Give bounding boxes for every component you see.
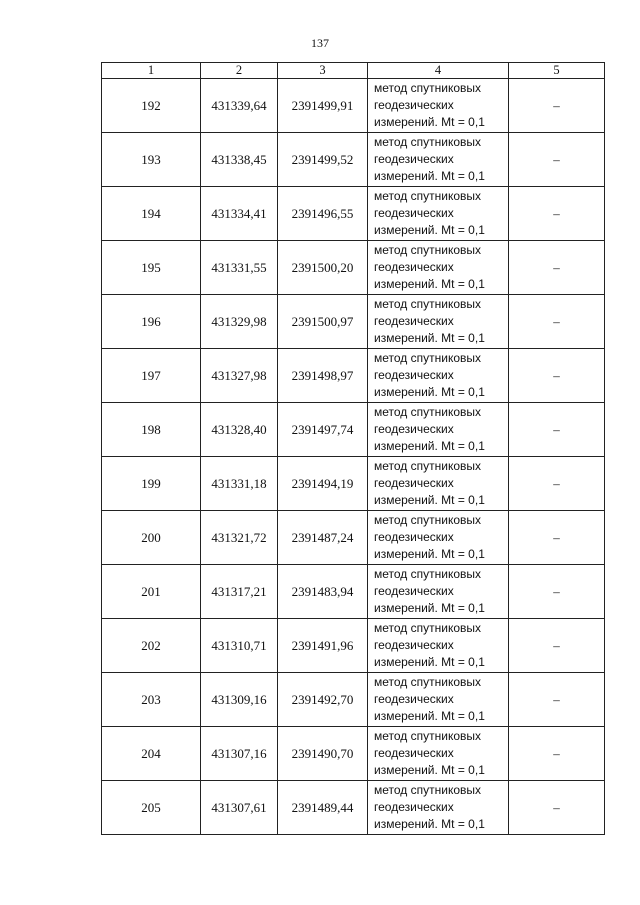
point-number-cell: 193 [102, 133, 201, 187]
note-cell: – [509, 727, 605, 781]
method-cell [368, 511, 509, 565]
method-cell [368, 727, 509, 781]
y-coordinate-cell: 2391500,20 [278, 241, 368, 295]
note-cell: – [509, 673, 605, 727]
x-coordinate-cell: 431321,72 [201, 511, 278, 565]
x-coordinate-cell: 431307,61 [201, 781, 278, 835]
note-cell: – [509, 457, 605, 511]
method-line: метод спутниковых [374, 729, 482, 743]
table-row [102, 727, 605, 781]
method-line: метод спутниковых [374, 513, 482, 527]
note-cell: – [509, 781, 605, 835]
method-cell [368, 79, 509, 133]
table-row [102, 187, 605, 241]
point-number-cell: 200 [102, 511, 201, 565]
note-cell: – [509, 349, 605, 403]
method-line: метод спутниковых [374, 567, 482, 581]
note-cell: – [509, 241, 605, 295]
method-line: измерений. Mt = 0,1 [374, 169, 485, 183]
point-number-cell: 196 [102, 295, 201, 349]
table-row [102, 79, 605, 133]
y-coordinate-cell: 2391491,96 [278, 619, 368, 673]
method-line: геодезических [374, 638, 454, 652]
method-line: метод спутниковых [374, 405, 482, 419]
point-number-cell: 202 [102, 619, 201, 673]
column-header-3: 3 [278, 63, 368, 79]
method-line: геодезических [374, 260, 454, 274]
method-line: геодезических [374, 476, 454, 490]
column-header-5: 5 [509, 63, 605, 79]
table-row [102, 565, 605, 619]
method-line: геодезических [374, 98, 454, 112]
table-row [102, 457, 605, 511]
method-line: измерений. Mt = 0,1 [374, 385, 485, 399]
table-row [102, 619, 605, 673]
method-line: измерений. Mt = 0,1 [374, 817, 485, 831]
point-number-cell: 192 [102, 79, 201, 133]
table-row [102, 673, 605, 727]
note-cell: – [509, 187, 605, 241]
note-cell: – [509, 79, 605, 133]
method-line: геодезических [374, 584, 454, 598]
method-line: геодезических [374, 368, 454, 382]
x-coordinate-cell: 431328,40 [201, 403, 278, 457]
y-coordinate-cell: 2391489,44 [278, 781, 368, 835]
method-line: геодезических [374, 314, 454, 328]
x-coordinate-cell: 431334,41 [201, 187, 278, 241]
method-line: метод спутниковых [374, 675, 482, 689]
method-line: геодезических [374, 422, 454, 436]
note-cell: – [509, 511, 605, 565]
table-row [102, 511, 605, 565]
method-line: измерений. Mt = 0,1 [374, 709, 485, 723]
table-row [102, 781, 605, 835]
method-line: метод спутниковых [374, 351, 482, 365]
method-cell [368, 457, 509, 511]
x-coordinate-cell: 431329,98 [201, 295, 278, 349]
method-line: метод спутниковых [374, 621, 482, 635]
y-coordinate-cell: 2391487,24 [278, 511, 368, 565]
method-line: измерений. Mt = 0,1 [374, 493, 485, 507]
x-coordinate-cell: 431339,64 [201, 79, 278, 133]
y-coordinate-cell: 2391492,70 [278, 673, 368, 727]
method-line: измерений. Mt = 0,1 [374, 601, 485, 615]
method-line: измерений. Mt = 0,1 [374, 277, 485, 291]
point-number-cell: 205 [102, 781, 201, 835]
method-line: измерений. Mt = 0,1 [374, 655, 485, 669]
table-row [102, 403, 605, 457]
method-cell [368, 241, 509, 295]
point-number-cell: 197 [102, 349, 201, 403]
method-cell [368, 349, 509, 403]
method-cell [368, 187, 509, 241]
method-cell [368, 781, 509, 835]
coordinates-table [101, 62, 605, 835]
point-number-cell: 204 [102, 727, 201, 781]
method-line: метод спутниковых [374, 243, 482, 257]
method-line: измерений. Mt = 0,1 [374, 331, 485, 345]
method-line: геодезических [374, 746, 454, 760]
x-coordinate-cell: 431317,21 [201, 565, 278, 619]
table-header-row [102, 63, 605, 79]
x-coordinate-cell: 431338,45 [201, 133, 278, 187]
y-coordinate-cell: 2391500,97 [278, 295, 368, 349]
method-cell [368, 295, 509, 349]
method-line: измерений. Mt = 0,1 [374, 115, 485, 129]
x-coordinate-cell: 431327,98 [201, 349, 278, 403]
note-cell: – [509, 565, 605, 619]
method-cell [368, 673, 509, 727]
y-coordinate-cell: 2391496,55 [278, 187, 368, 241]
method-cell [368, 403, 509, 457]
x-coordinate-cell: 431310,71 [201, 619, 278, 673]
point-number-cell: 194 [102, 187, 201, 241]
column-header-4: 4 [368, 63, 509, 79]
method-line: геодезических [374, 206, 454, 220]
x-coordinate-cell: 431309,16 [201, 673, 278, 727]
y-coordinate-cell: 2391499,91 [278, 79, 368, 133]
y-coordinate-cell: 2391490,70 [278, 727, 368, 781]
y-coordinate-cell: 2391483,94 [278, 565, 368, 619]
page-number: 137 [311, 36, 329, 50]
method-line: метод спутниковых [374, 81, 482, 95]
method-line: измерений. Mt = 0,1 [374, 763, 485, 777]
method-line: измерений. Mt = 0,1 [374, 547, 485, 561]
method-line: измерений. Mt = 0,1 [374, 439, 485, 453]
y-coordinate-cell: 2391494,19 [278, 457, 368, 511]
x-coordinate-cell: 431307,16 [201, 727, 278, 781]
table-row [102, 295, 605, 349]
x-coordinate-cell: 431331,55 [201, 241, 278, 295]
method-line: метод спутниковых [374, 135, 482, 149]
table-row [102, 133, 605, 187]
y-coordinate-cell: 2391498,97 [278, 349, 368, 403]
table-body [102, 79, 605, 835]
table-row [102, 349, 605, 403]
column-header-1: 1 [102, 63, 201, 79]
method-line: метод спутниковых [374, 459, 482, 473]
x-coordinate-cell: 431331,18 [201, 457, 278, 511]
point-number-cell: 201 [102, 565, 201, 619]
point-number-cell: 199 [102, 457, 201, 511]
note-cell: – [509, 619, 605, 673]
method-cell [368, 565, 509, 619]
method-line: геодезических [374, 800, 454, 814]
method-line: метод спутниковых [374, 297, 482, 311]
point-number-cell: 195 [102, 241, 201, 295]
method-line: геодезических [374, 530, 454, 544]
method-line: геодезических [374, 152, 454, 166]
column-header-2: 2 [201, 63, 278, 79]
method-line: метод спутниковых [374, 783, 482, 797]
y-coordinate-cell: 2391497,74 [278, 403, 368, 457]
method-line: геодезических [374, 692, 454, 706]
method-line: измерений. Mt = 0,1 [374, 223, 485, 237]
table-row [102, 241, 605, 295]
point-number-cell: 198 [102, 403, 201, 457]
y-coordinate-cell: 2391499,52 [278, 133, 368, 187]
note-cell: – [509, 295, 605, 349]
point-number-cell: 203 [102, 673, 201, 727]
note-cell: – [509, 403, 605, 457]
note-cell: – [509, 133, 605, 187]
method-cell [368, 619, 509, 673]
method-cell [368, 133, 509, 187]
method-line: метод спутниковых [374, 189, 482, 203]
